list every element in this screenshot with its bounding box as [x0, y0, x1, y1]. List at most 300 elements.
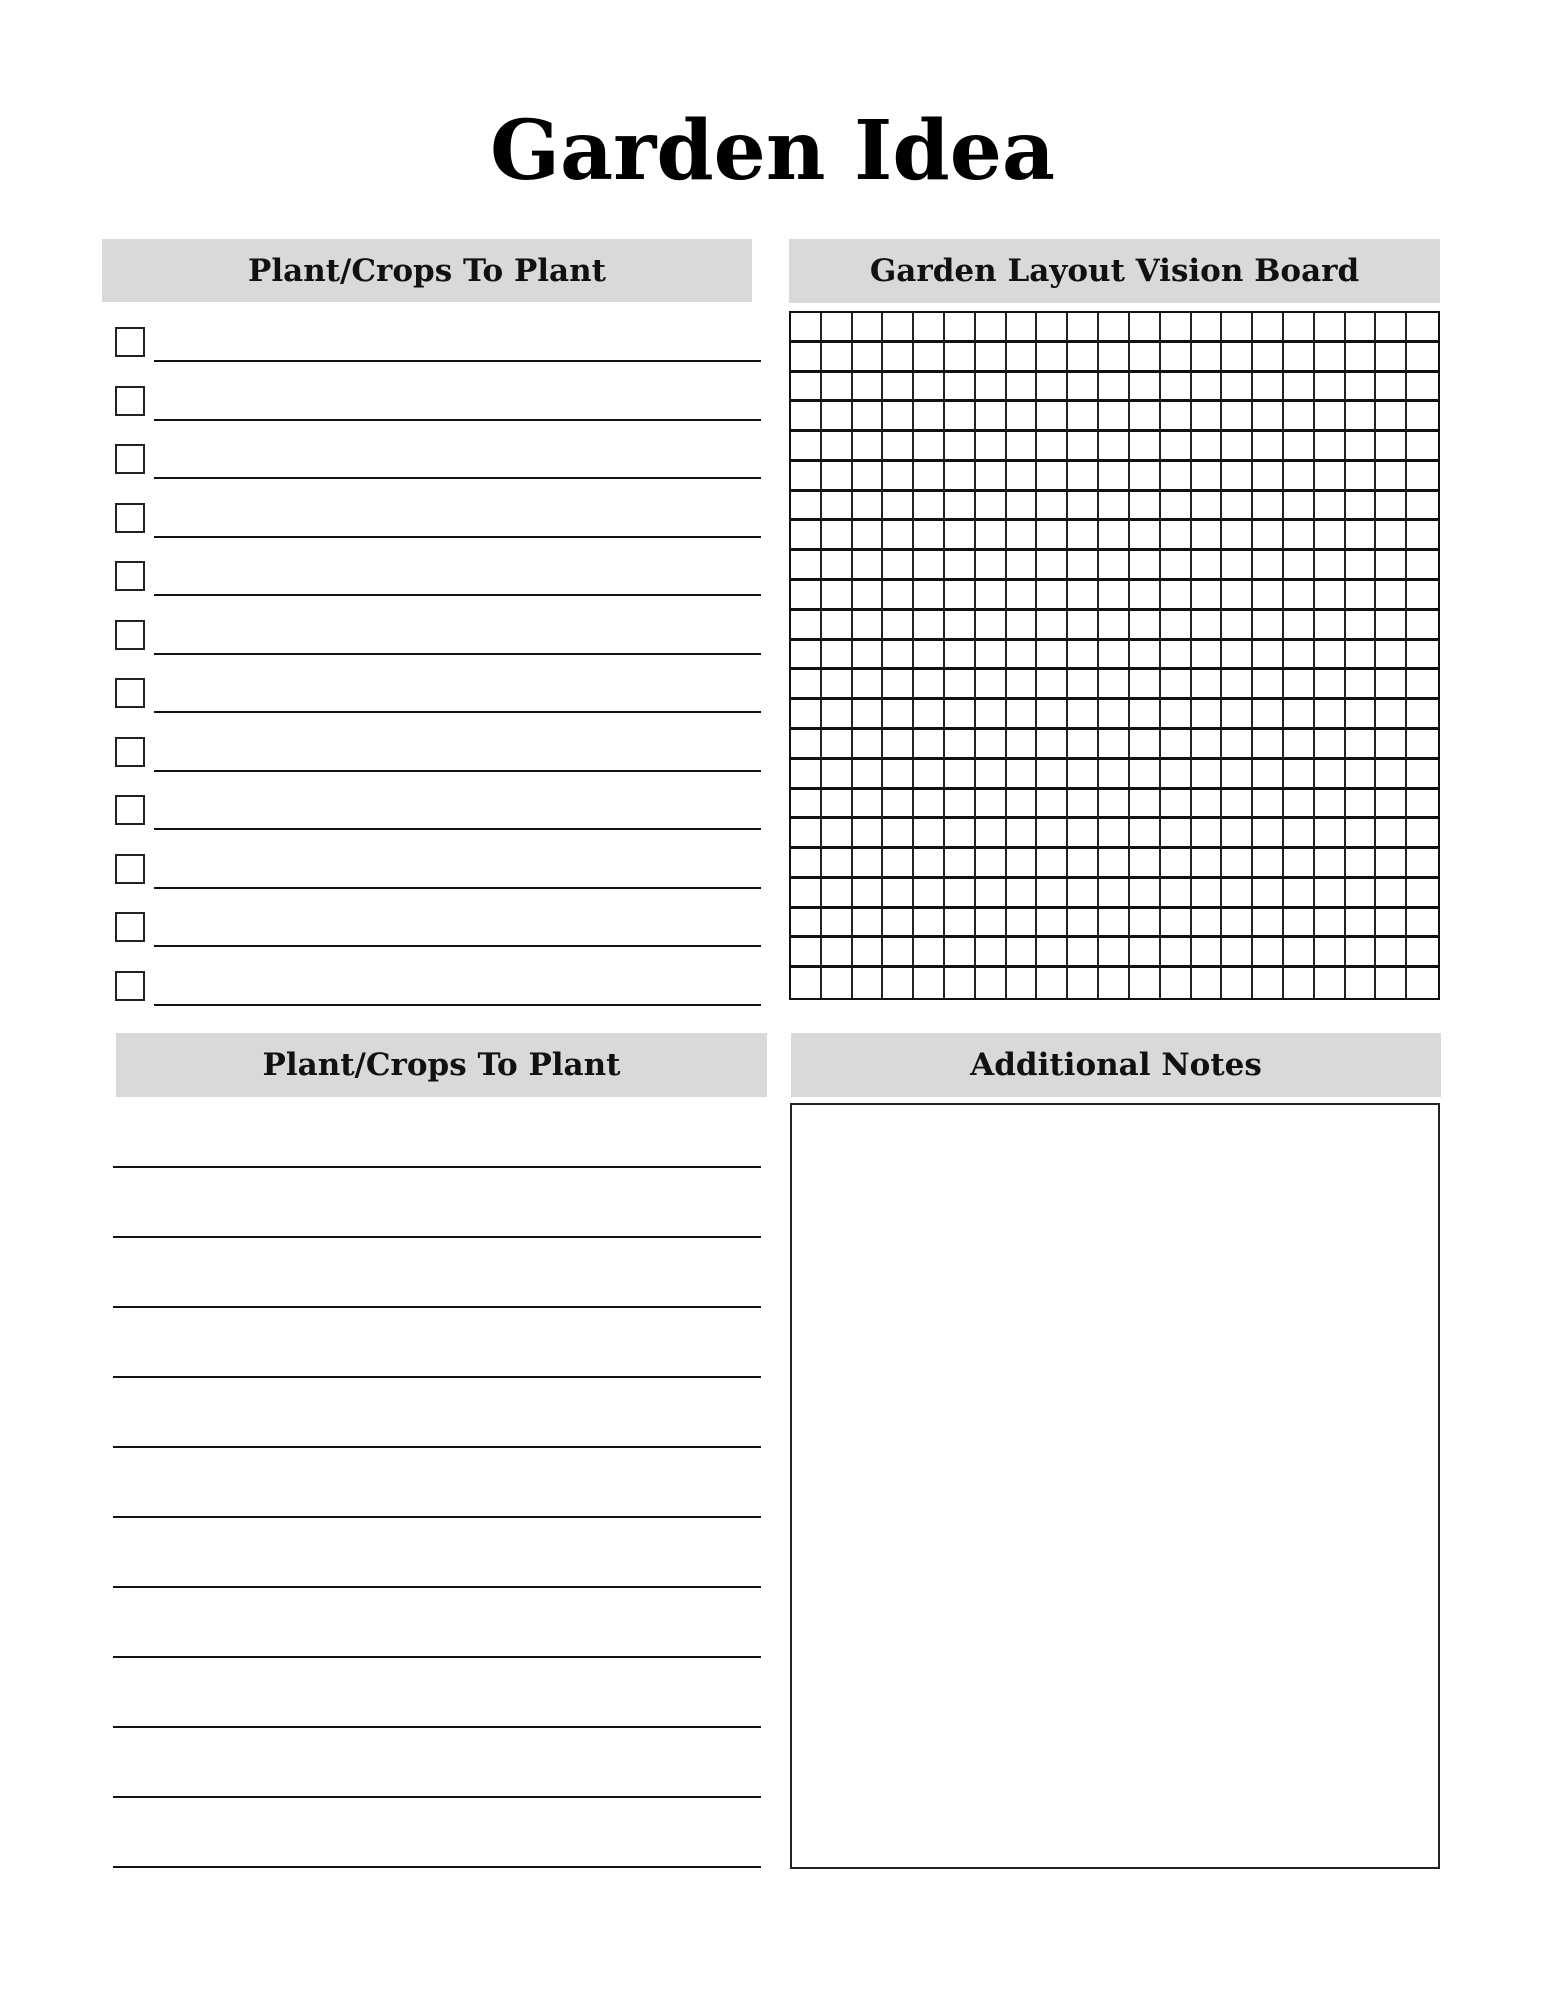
grid-cell[interactable] — [1099, 521, 1130, 551]
grid-cell[interactable] — [1315, 313, 1346, 343]
grid-cell[interactable] — [1130, 402, 1161, 432]
grid-cell[interactable] — [1284, 551, 1315, 581]
grid-cell[interactable] — [1253, 313, 1284, 343]
grid-cell[interactable] — [883, 641, 914, 671]
grid-cell[interactable] — [822, 670, 853, 700]
grid-cell[interactable] — [976, 551, 1007, 581]
grid-cell[interactable] — [914, 343, 945, 373]
grid-cell[interactable] — [1007, 819, 1038, 849]
grid-cell[interactable] — [1099, 373, 1130, 403]
grid-cell[interactable] — [1407, 313, 1438, 343]
write-in-line[interactable] — [154, 360, 761, 362]
grid-cell[interactable] — [791, 313, 822, 343]
grid-cell[interactable] — [791, 432, 822, 462]
grid-cell[interactable] — [791, 819, 822, 849]
grid-cell[interactable] — [914, 492, 945, 522]
grid-cell[interactable] — [1130, 551, 1161, 581]
grid-cell[interactable] — [914, 432, 945, 462]
grid-cell[interactable] — [914, 581, 945, 611]
grid-cell[interactable] — [822, 551, 853, 581]
grid-cell[interactable] — [853, 819, 884, 849]
grid-cell[interactable] — [1007, 730, 1038, 760]
grid-cell[interactable] — [822, 730, 853, 760]
write-in-line[interactable] — [154, 945, 761, 947]
grid-cell[interactable] — [1130, 641, 1161, 671]
grid-cell[interactable] — [853, 581, 884, 611]
grid-cell[interactable] — [822, 700, 853, 730]
grid-cell[interactable] — [883, 373, 914, 403]
ruled-line[interactable] — [113, 1866, 761, 1868]
grid-cell[interactable] — [1253, 938, 1284, 968]
grid-cell[interactable] — [1192, 670, 1223, 700]
grid-cell[interactable] — [1407, 581, 1438, 611]
grid-cell[interactable] — [1037, 343, 1068, 373]
grid-cell[interactable] — [1376, 670, 1407, 700]
grid-cell[interactable] — [1192, 730, 1223, 760]
grid-cell[interactable] — [1161, 790, 1192, 820]
grid-cell[interactable] — [945, 879, 976, 909]
grid-cell[interactable] — [1253, 343, 1284, 373]
grid-cell[interactable] — [1037, 730, 1068, 760]
grid-cell[interactable] — [1407, 641, 1438, 671]
checkbox[interactable] — [115, 854, 145, 884]
write-in-line[interactable] — [154, 711, 761, 713]
grid-cell[interactable] — [853, 790, 884, 820]
grid-cell[interactable] — [1222, 373, 1253, 403]
grid-cell[interactable] — [1346, 402, 1377, 432]
grid-cell[interactable] — [1315, 968, 1346, 998]
grid-cell[interactable] — [1007, 611, 1038, 641]
grid-cell[interactable] — [1222, 819, 1253, 849]
grid-cell[interactable] — [945, 492, 976, 522]
grid-cell[interactable] — [1346, 611, 1377, 641]
grid-cell[interactable] — [976, 402, 1007, 432]
grid-cell[interactable] — [1376, 521, 1407, 551]
grid-cell[interactable] — [1192, 402, 1223, 432]
grid-cell[interactable] — [1161, 432, 1192, 462]
grid-cell[interactable] — [914, 909, 945, 939]
grid-cell[interactable] — [1068, 909, 1099, 939]
ruled-line[interactable] — [113, 1376, 761, 1378]
grid-cell[interactable] — [1222, 909, 1253, 939]
grid-cell[interactable] — [1007, 581, 1038, 611]
grid-cell[interactable] — [1068, 492, 1099, 522]
grid-cell[interactable] — [853, 700, 884, 730]
grid-cell[interactable] — [1068, 760, 1099, 790]
grid-cell[interactable] — [1099, 909, 1130, 939]
grid-cell[interactable] — [822, 849, 853, 879]
grid-cell[interactable] — [791, 909, 822, 939]
grid-cell[interactable] — [1407, 730, 1438, 760]
grid-cell[interactable] — [1068, 879, 1099, 909]
grid-cell[interactable] — [1222, 849, 1253, 879]
grid-cell[interactable] — [1315, 819, 1346, 849]
grid-cell[interactable] — [1192, 819, 1223, 849]
grid-cell[interactable] — [914, 938, 945, 968]
grid-cell[interactable] — [883, 790, 914, 820]
grid-cell[interactable] — [1037, 432, 1068, 462]
grid-cell[interactable] — [1130, 938, 1161, 968]
layout-vision-grid[interactable] — [789, 311, 1440, 1000]
checkbox[interactable] — [115, 620, 145, 650]
grid-cell[interactable] — [1315, 462, 1346, 492]
grid-cell[interactable] — [1346, 581, 1377, 611]
grid-cell[interactable] — [1161, 968, 1192, 998]
grid-cell[interactable] — [791, 521, 822, 551]
grid-cell[interactable] — [1130, 730, 1161, 760]
grid-cell[interactable] — [1222, 700, 1253, 730]
grid-cell[interactable] — [1253, 700, 1284, 730]
grid-cell[interactable] — [1284, 373, 1315, 403]
grid-cell[interactable] — [1222, 790, 1253, 820]
grid-cell[interactable] — [791, 611, 822, 641]
ruled-line[interactable] — [113, 1166, 761, 1168]
grid-cell[interactable] — [853, 373, 884, 403]
grid-cell[interactable] — [1284, 462, 1315, 492]
grid-cell[interactable] — [1161, 551, 1192, 581]
grid-cell[interactable] — [1192, 849, 1223, 879]
grid-cell[interactable] — [1315, 492, 1346, 522]
grid-cell[interactable] — [1253, 521, 1284, 551]
grid-cell[interactable] — [914, 373, 945, 403]
grid-cell[interactable] — [1284, 402, 1315, 432]
grid-cell[interactable] — [853, 760, 884, 790]
grid-cell[interactable] — [1192, 790, 1223, 820]
grid-cell[interactable] — [1068, 790, 1099, 820]
grid-cell[interactable] — [1099, 790, 1130, 820]
checkbox[interactable] — [115, 678, 145, 708]
grid-cell[interactable] — [1346, 879, 1377, 909]
grid-cell[interactable] — [1161, 849, 1192, 879]
grid-cell[interactable] — [976, 819, 1007, 849]
grid-cell[interactable] — [945, 670, 976, 700]
grid-cell[interactable] — [945, 730, 976, 760]
grid-cell[interactable] — [1376, 760, 1407, 790]
grid-cell[interactable] — [1284, 968, 1315, 998]
grid-cell[interactable] — [914, 730, 945, 760]
grid-cell[interactable] — [1346, 849, 1377, 879]
grid-cell[interactable] — [791, 849, 822, 879]
grid-cell[interactable] — [1407, 402, 1438, 432]
grid-cell[interactable] — [1346, 730, 1377, 760]
grid-cell[interactable] — [1037, 760, 1068, 790]
grid-cell[interactable] — [1253, 462, 1284, 492]
grid-cell[interactable] — [883, 492, 914, 522]
grid-cell[interactable] — [822, 641, 853, 671]
grid-cell[interactable] — [1099, 432, 1130, 462]
grid-cell[interactable] — [1130, 611, 1161, 641]
grid-cell[interactable] — [1284, 700, 1315, 730]
grid-cell[interactable] — [1037, 313, 1068, 343]
grid-cell[interactable] — [945, 938, 976, 968]
grid-cell[interactable] — [853, 641, 884, 671]
grid-cell[interactable] — [1222, 492, 1253, 522]
grid-cell[interactable] — [945, 849, 976, 879]
grid-cell[interactable] — [1068, 373, 1099, 403]
ruled-line[interactable] — [113, 1726, 761, 1728]
grid-cell[interactable] — [945, 373, 976, 403]
grid-cell[interactable] — [1315, 938, 1346, 968]
grid-cell[interactable] — [1130, 432, 1161, 462]
grid-cell[interactable] — [1346, 313, 1377, 343]
grid-cell[interactable] — [1222, 343, 1253, 373]
grid-cell[interactable] — [1037, 879, 1068, 909]
grid-cell[interactable] — [1130, 790, 1161, 820]
grid-cell[interactable] — [822, 402, 853, 432]
grid-cell[interactable] — [1315, 373, 1346, 403]
grid-cell[interactable] — [822, 313, 853, 343]
grid-cell[interactable] — [945, 432, 976, 462]
grid-cell[interactable] — [1068, 551, 1099, 581]
grid-cell[interactable] — [976, 879, 1007, 909]
grid-cell[interactable] — [1161, 700, 1192, 730]
grid-cell[interactable] — [883, 879, 914, 909]
grid-cell[interactable] — [1037, 373, 1068, 403]
grid-cell[interactable] — [1346, 700, 1377, 730]
ruled-line[interactable] — [113, 1656, 761, 1658]
grid-cell[interactable] — [1284, 313, 1315, 343]
grid-cell[interactable] — [1007, 670, 1038, 700]
grid-cell[interactable] — [976, 938, 1007, 968]
grid-cell[interactable] — [1130, 670, 1161, 700]
grid-cell[interactable] — [914, 879, 945, 909]
grid-cell[interactable] — [914, 670, 945, 700]
grid-cell[interactable] — [1007, 343, 1038, 373]
grid-cell[interactable] — [945, 909, 976, 939]
checkbox[interactable] — [115, 912, 145, 942]
grid-cell[interactable] — [945, 819, 976, 849]
grid-cell[interactable] — [1315, 581, 1346, 611]
grid-cell[interactable] — [1037, 641, 1068, 671]
grid-cell[interactable] — [1192, 313, 1223, 343]
grid-cell[interactable] — [853, 879, 884, 909]
grid-cell[interactable] — [1284, 879, 1315, 909]
grid-cell[interactable] — [1376, 909, 1407, 939]
grid-cell[interactable] — [1192, 373, 1223, 403]
grid-cell[interactable] — [1376, 968, 1407, 998]
grid-cell[interactable] — [1222, 730, 1253, 760]
grid-cell[interactable] — [1130, 521, 1161, 551]
grid-cell[interactable] — [1222, 313, 1253, 343]
grid-cell[interactable] — [945, 551, 976, 581]
grid-cell[interactable] — [1099, 760, 1130, 790]
grid-cell[interactable] — [914, 462, 945, 492]
grid-cell[interactable] — [1099, 402, 1130, 432]
grid-cell[interactable] — [883, 402, 914, 432]
grid-cell[interactable] — [1130, 968, 1161, 998]
grid-cell[interactable] — [1192, 492, 1223, 522]
grid-cell[interactable] — [1068, 611, 1099, 641]
grid-cell[interactable] — [1315, 790, 1346, 820]
grid-cell[interactable] — [1346, 432, 1377, 462]
grid-cell[interactable] — [883, 849, 914, 879]
write-in-line[interactable] — [154, 477, 761, 479]
grid-cell[interactable] — [976, 492, 1007, 522]
grid-cell[interactable] — [1253, 492, 1284, 522]
grid-cell[interactable] — [1007, 551, 1038, 581]
grid-cell[interactable] — [1161, 402, 1192, 432]
grid-cell[interactable] — [1284, 938, 1315, 968]
grid-cell[interactable] — [1315, 909, 1346, 939]
grid-cell[interactable] — [1407, 373, 1438, 403]
grid-cell[interactable] — [976, 313, 1007, 343]
grid-cell[interactable] — [1161, 611, 1192, 641]
grid-cell[interactable] — [1222, 641, 1253, 671]
grid-cell[interactable] — [1130, 313, 1161, 343]
grid-cell[interactable] — [1315, 670, 1346, 700]
grid-cell[interactable] — [1284, 670, 1315, 700]
grid-cell[interactable] — [1192, 551, 1223, 581]
checkbox[interactable] — [115, 327, 145, 357]
grid-cell[interactable] — [1007, 402, 1038, 432]
grid-cell[interactable] — [1192, 462, 1223, 492]
grid-cell[interactable] — [945, 521, 976, 551]
grid-cell[interactable] — [883, 432, 914, 462]
grid-cell[interactable] — [791, 641, 822, 671]
grid-cell[interactable] — [1068, 938, 1099, 968]
grid-cell[interactable] — [1346, 760, 1377, 790]
grid-cell[interactable] — [791, 581, 822, 611]
checkbox[interactable] — [115, 503, 145, 533]
grid-cell[interactable] — [945, 790, 976, 820]
grid-cell[interactable] — [1253, 641, 1284, 671]
grid-cell[interactable] — [883, 670, 914, 700]
grid-cell[interactable] — [1376, 343, 1407, 373]
grid-cell[interactable] — [1037, 849, 1068, 879]
write-in-line[interactable] — [154, 653, 761, 655]
grid-cell[interactable] — [1068, 670, 1099, 700]
grid-cell[interactable] — [1222, 760, 1253, 790]
grid-cell[interactable] — [822, 819, 853, 849]
grid-cell[interactable] — [1068, 641, 1099, 671]
grid-cell[interactable] — [1007, 492, 1038, 522]
grid-cell[interactable] — [1253, 849, 1284, 879]
grid-cell[interactable] — [1037, 968, 1068, 998]
grid-cell[interactable] — [791, 402, 822, 432]
grid-cell[interactable] — [1068, 849, 1099, 879]
grid-cell[interactable] — [1284, 581, 1315, 611]
grid-cell[interactable] — [1007, 968, 1038, 998]
grid-cell[interactable] — [1407, 670, 1438, 700]
grid-cell[interactable] — [976, 373, 1007, 403]
grid-cell[interactable] — [1346, 670, 1377, 700]
grid-cell[interactable] — [1315, 521, 1346, 551]
grid-cell[interactable] — [1068, 581, 1099, 611]
grid-cell[interactable] — [1346, 492, 1377, 522]
grid-cell[interactable] — [1130, 909, 1161, 939]
grid-cell[interactable] — [1192, 968, 1223, 998]
grid-cell[interactable] — [1007, 790, 1038, 820]
grid-cell[interactable] — [1068, 968, 1099, 998]
grid-cell[interactable] — [822, 879, 853, 909]
grid-cell[interactable] — [1315, 879, 1346, 909]
grid-cell[interactable] — [822, 790, 853, 820]
grid-cell[interactable] — [1037, 462, 1068, 492]
grid-cell[interactable] — [1099, 581, 1130, 611]
grid-cell[interactable] — [1099, 700, 1130, 730]
grid-cell[interactable] — [1007, 521, 1038, 551]
grid-cell[interactable] — [1037, 790, 1068, 820]
grid-cell[interactable] — [1161, 819, 1192, 849]
grid-cell[interactable] — [883, 760, 914, 790]
grid-cell[interactable] — [1376, 730, 1407, 760]
grid-cell[interactable] — [945, 313, 976, 343]
grid-cell[interactable] — [1161, 879, 1192, 909]
grid-cell[interactable] — [1253, 879, 1284, 909]
grid-cell[interactable] — [1253, 790, 1284, 820]
grid-cell[interactable] — [1407, 819, 1438, 849]
grid-cell[interactable] — [1253, 611, 1284, 641]
grid-cell[interactable] — [1253, 730, 1284, 760]
grid-cell[interactable] — [822, 492, 853, 522]
grid-cell[interactable] — [1007, 313, 1038, 343]
grid-cell[interactable] — [1007, 641, 1038, 671]
grid-cell[interactable] — [1284, 343, 1315, 373]
grid-cell[interactable] — [853, 551, 884, 581]
grid-cell[interactable] — [1253, 670, 1284, 700]
grid-cell[interactable] — [1407, 432, 1438, 462]
grid-cell[interactable] — [1161, 730, 1192, 760]
grid-cell[interactable] — [976, 700, 1007, 730]
grid-cell[interactable] — [791, 760, 822, 790]
grid-cell[interactable] — [1376, 879, 1407, 909]
grid-cell[interactable] — [1099, 611, 1130, 641]
grid-cell[interactable] — [976, 968, 1007, 998]
grid-cell[interactable] — [945, 968, 976, 998]
grid-cell[interactable] — [976, 641, 1007, 671]
write-in-line[interactable] — [154, 828, 761, 830]
grid-cell[interactable] — [1376, 819, 1407, 849]
grid-cell[interactable] — [1222, 551, 1253, 581]
grid-cell[interactable] — [1407, 551, 1438, 581]
grid-cell[interactable] — [1130, 373, 1161, 403]
grid-cell[interactable] — [1407, 462, 1438, 492]
grid-cell[interactable] — [1346, 551, 1377, 581]
grid-cell[interactable] — [1068, 313, 1099, 343]
grid-cell[interactable] — [1315, 849, 1346, 879]
grid-cell[interactable] — [914, 313, 945, 343]
grid-cell[interactable] — [1007, 909, 1038, 939]
grid-cell[interactable] — [1037, 819, 1068, 849]
grid-cell[interactable] — [1161, 521, 1192, 551]
grid-cell[interactable] — [1068, 700, 1099, 730]
grid-cell[interactable] — [1130, 700, 1161, 730]
grid-cell[interactable] — [914, 968, 945, 998]
grid-cell[interactable] — [1099, 313, 1130, 343]
grid-cell[interactable] — [1222, 432, 1253, 462]
grid-cell[interactable] — [791, 968, 822, 998]
grid-cell[interactable] — [822, 462, 853, 492]
grid-cell[interactable] — [976, 581, 1007, 611]
grid-cell[interactable] — [883, 551, 914, 581]
grid-cell[interactable] — [976, 611, 1007, 641]
grid-cell[interactable] — [1346, 521, 1377, 551]
grid-cell[interactable] — [1222, 670, 1253, 700]
grid-cell[interactable] — [1130, 462, 1161, 492]
grid-cell[interactable] — [1161, 641, 1192, 671]
grid-cell[interactable] — [791, 879, 822, 909]
grid-cell[interactable] — [1068, 402, 1099, 432]
grid-cell[interactable] — [1407, 700, 1438, 730]
grid-cell[interactable] — [1407, 968, 1438, 998]
grid-cell[interactable] — [1161, 462, 1192, 492]
grid-cell[interactable] — [1253, 819, 1284, 849]
grid-cell[interactable] — [1130, 492, 1161, 522]
grid-cell[interactable] — [1222, 611, 1253, 641]
grid-cell[interactable] — [1099, 938, 1130, 968]
grid-cell[interactable] — [853, 849, 884, 879]
grid-cell[interactable] — [1284, 730, 1315, 760]
